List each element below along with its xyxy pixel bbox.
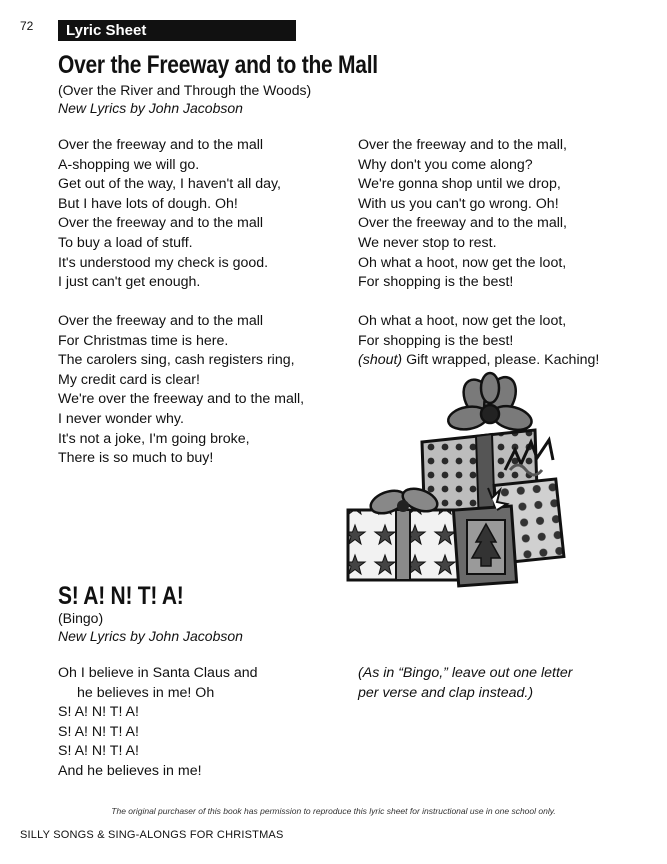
- lyric-line: he believes in me! Oh: [77, 684, 215, 701]
- lyric-line: For shopping is the best!: [358, 332, 514, 349]
- lyric-line: Oh what a hoot, now get the loot,: [358, 313, 567, 329]
- song-credit-2: New Lyrics by John Jacobson: [58, 628, 243, 644]
- verse-4: [358, 312, 599, 371]
- lyric-line: S! A! N! T! A!: [58, 743, 139, 760]
- shout-label: (shout): [358, 352, 403, 369]
- lyric-line: To buy a load of stuff.: [58, 234, 193, 251]
- song-credit: New Lyrics by John Jacobson: [58, 100, 243, 116]
- note-line: per verse and clap instead.): [358, 684, 534, 701]
- lyric-line: I just can't get enough.: [58, 274, 201, 291]
- performance-note: [358, 664, 573, 703]
- lyric-line: [358, 351, 599, 371]
- lyric-line: Over the freeway and to the mall: [58, 137, 264, 153]
- gifts-illustration: [340, 370, 570, 590]
- lyric-line: S! A! N! T! A!: [58, 723, 139, 740]
- book-title: SILLY SONGS & SING-ALONGS FOR CHRISTMAS: [20, 829, 284, 841]
- lyric-line: It's understood my check is good.: [58, 254, 269, 271]
- page-number: 72: [20, 19, 34, 33]
- lyric-line: We're gonna shop until we drop,: [358, 176, 561, 193]
- lyric-line: It's not a joke, I'm going broke,: [58, 430, 250, 447]
- lyric-line: There is so much to buy!: [58, 450, 214, 467]
- verse-2: [58, 312, 304, 469]
- permission-note: The original purchaser of this book has permission to reproduce this lyric sheet for instructional use in one school only.: [111, 806, 556, 816]
- song-title: Over the Freeway and to the Mall: [58, 51, 378, 79]
- lyric-line: Get out of the way, I haven't all day,: [58, 176, 282, 193]
- lyric-line: With us you can't go wrong. Oh!: [358, 195, 559, 212]
- lyric-line: For Christmas time is here.: [58, 332, 229, 349]
- lyric-line: Why don't you come along?: [358, 156, 533, 173]
- lyric-line: S! A! N! T! A!: [58, 704, 139, 721]
- lyric-line: Oh what a hoot, now get the loot,: [358, 254, 567, 271]
- lyric-line: A-shopping we will go.: [58, 156, 200, 173]
- lyric-line: We're over the freeway and to the mall,: [58, 391, 305, 408]
- bow-icon: [446, 372, 534, 434]
- section-header: Lyric Sheet: [58, 20, 296, 41]
- lyric-line: For shopping is the best!: [358, 274, 514, 291]
- song-subtitle-2: (Bingo): [58, 610, 104, 626]
- lyric-line: The carolers sing, cash registers ring,: [58, 352, 295, 369]
- lyric-line: Over the freeway and to the mall,: [358, 215, 567, 232]
- song-title-2: S! A! N! T! A!: [58, 582, 184, 610]
- note-line: (As in “Bingo,” leave out one letter: [358, 665, 573, 681]
- shout-text: Gift wrapped, please. Kaching!: [402, 352, 600, 369]
- lyric-line: We never stop to rest.: [358, 234, 497, 251]
- lyric-line: Over the freeway and to the mall: [58, 215, 264, 232]
- lyric-line: Over the freeway and to the mall,: [358, 137, 567, 153]
- song-subtitle: (Over the River and Through the Woods): [58, 82, 312, 98]
- verse-santa: [58, 664, 258, 782]
- lyric-line: Oh I believe in Santa Claus and: [58, 665, 258, 681]
- lyric-line: And he believes in me!: [58, 762, 202, 779]
- verse-1: [58, 136, 281, 293]
- lyric-line: But I have lots of dough. Oh!: [58, 195, 238, 212]
- lyric-line: I never wonder why.: [58, 410, 184, 427]
- lyric-line: My credit card is clear!: [58, 371, 200, 388]
- verse-3: [358, 136, 567, 293]
- lyric-line: Over the freeway and to the mall: [58, 313, 264, 329]
